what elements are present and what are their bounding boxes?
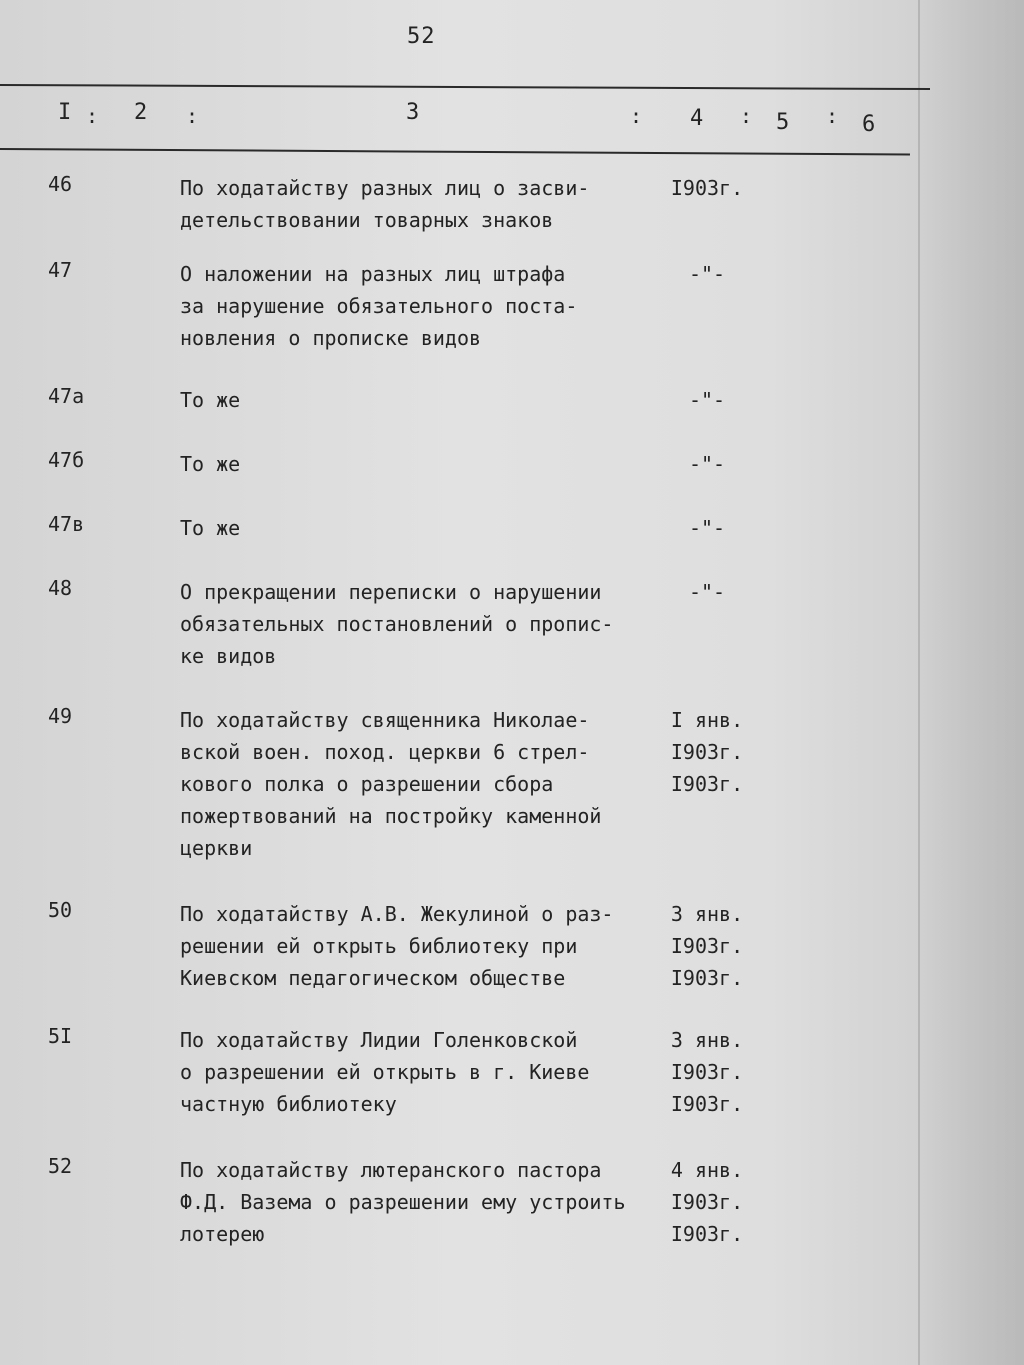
header-col-1: I xyxy=(58,100,72,125)
row-number: 49 xyxy=(48,704,73,728)
header-separator: : xyxy=(740,104,753,128)
row-date: I903г. xyxy=(670,176,744,200)
row-number: 50 xyxy=(48,898,73,922)
row-description: По ходатайству священника Николае- вской воен. поход. церкви 6 стрел- кового полка о разрешении сбора пожертвований на постройку каменной церкви xyxy=(180,708,602,860)
header-separator: : xyxy=(186,104,199,128)
row-date: 3 янв. I903г. I903г. xyxy=(670,1028,744,1116)
row-number: 47 xyxy=(48,258,73,282)
header-col-2: 2 xyxy=(134,100,148,125)
row-date: -"- xyxy=(688,388,726,412)
header-col-6: 6 xyxy=(862,112,876,137)
row-number: 47а xyxy=(48,384,85,408)
row-number: 48 xyxy=(48,576,73,600)
row-description: По ходатайству разных лиц о засви- детельствовании товарных знаков xyxy=(180,176,590,232)
row-description: По ходатайству лютеранского пастора Ф.Д. Вазема о разрешении ему устроить лотерею xyxy=(180,1158,626,1246)
row-number: 47б xyxy=(48,448,85,472)
row-description: О наложении на разных лиц штрафа за нарушение обязательного поста- новления о прописке видов xyxy=(180,262,578,350)
header-bottom-rule xyxy=(0,148,910,156)
row-description: То же xyxy=(180,388,241,412)
row-number: 46 xyxy=(48,172,73,196)
row-date: -"- xyxy=(688,262,726,286)
header-separator: : xyxy=(826,104,839,128)
row-date: 4 янв. I903г. I903г. xyxy=(670,1158,744,1246)
row-date: -"- xyxy=(688,516,726,540)
page-shadow xyxy=(914,0,1024,1365)
header-separator: : xyxy=(86,104,99,128)
row-description: То же xyxy=(180,452,241,476)
row-description: То же xyxy=(180,516,241,540)
header-separator: : xyxy=(630,104,643,128)
row-date: 3 янв. I903г. I903г. xyxy=(670,902,744,990)
header-col-3: 3 xyxy=(406,100,420,125)
row-date: I янв. I903г. I903г. xyxy=(670,708,744,796)
row-description: По ходатайству А.В. Жекулиной о раз- решении ей открыть библиотеку при Киевском педагогическом обществе xyxy=(180,902,614,990)
row-date: -"- xyxy=(688,580,726,604)
row-number: 47в xyxy=(48,512,85,536)
row-number: 52 xyxy=(48,1154,73,1178)
row-date: -"- xyxy=(688,452,726,476)
row-number: 5I xyxy=(48,1024,73,1048)
header-col-4: 4 xyxy=(690,106,704,131)
row-description: По ходатайству Лидии Голенковской о разрешении ей открыть в г. Киеве частную библиотеку xyxy=(180,1028,590,1116)
page-edge xyxy=(918,0,920,1365)
page-number: 52 xyxy=(407,24,436,49)
row-description: О прекращении переписки о нарушении обязательных постановлений о пропис- ке видов xyxy=(180,580,614,668)
header-top-rule xyxy=(0,84,930,90)
header-col-5: 5 xyxy=(776,110,790,135)
